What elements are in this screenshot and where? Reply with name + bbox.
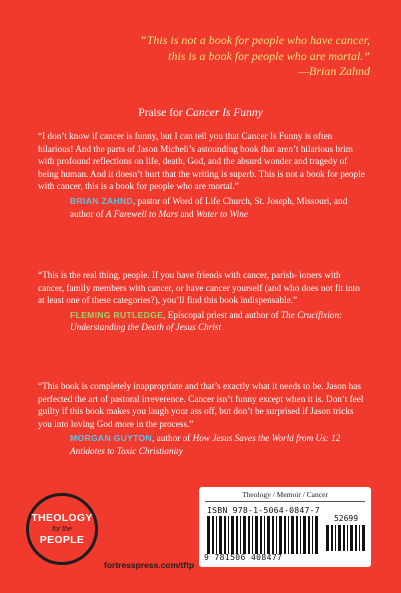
barcode-panel (199, 487, 371, 567)
barcode-bar (343, 525, 345, 551)
blurb-rutledge (38, 269, 368, 334)
blurb-author-role: , Episcopal priest and author of (163, 309, 281, 320)
barcode-bar (243, 516, 246, 554)
price-code: 52699 (333, 514, 359, 523)
barcode-bar (276, 516, 277, 554)
barcode-bar (312, 516, 313, 554)
blurb-attribution (70, 432, 368, 457)
barcode-bar (224, 516, 226, 554)
praise-heading (0, 107, 401, 119)
barcode-bar (331, 525, 333, 551)
barcode-bar (355, 525, 357, 551)
barcode-bar (335, 525, 336, 551)
barcode-bar (264, 516, 265, 554)
blurb-author-name: FLEMING RUTLEDGE (70, 309, 164, 320)
barcode-bar (347, 525, 348, 551)
blurb-work-title: The Crucifixion: Understanding the Death of Jesus Christ (70, 309, 343, 333)
barcode-bar (248, 516, 250, 554)
logo-line-2: for the (52, 525, 72, 533)
epigraph-line-1: “This is not a book for people who have cancer, (140, 33, 370, 47)
barcode-bar (212, 516, 214, 554)
blurb-work-title-2: Water to Wine (195, 208, 248, 219)
barcode-bar (326, 525, 329, 551)
barcode-bar (207, 516, 210, 554)
barcode-bar (362, 525, 365, 551)
blurb-and: and (178, 208, 196, 219)
blurb-quote: “I don’t know if cancer is funny, but I can tell you that Cancer Is Funny is often hilarious! And the parts of Jason Micheli’s astounding book that aren’t hilarious brim with profound reflections on life, death, God, and the absurd wonder and tragedy of being human. And it doesn’t hurt that the writing is superb. This is not a book for people with cancer, this is a book for people who are mortal.” (38, 131, 365, 192)
ean-barcode (207, 516, 322, 554)
blurb-quote: “This is the real thing, people. If you have friends with cancer, parish- ioners with cancer, family members with cancer, or have cancer yourself (and who does not fit into at least one of these categories?), you’ll find this book indispensable.” (38, 270, 360, 306)
barcode-bar (296, 516, 298, 554)
barcode-bar (359, 525, 360, 551)
barcode-bar (260, 516, 262, 554)
barcode-bar (300, 516, 301, 554)
isbn-text: ISBN 978-1-5064-0847-7 (207, 505, 320, 515)
barcode-bar (216, 516, 217, 554)
blurb-author-name: MORGAN GUYTON (70, 433, 153, 444)
barcode-bar (338, 525, 341, 551)
barcode-bar (288, 516, 289, 554)
barcode-bar (252, 516, 253, 554)
barcode-bar (315, 516, 318, 554)
blurb-attribution (70, 195, 368, 220)
epigraph-attribution: —Brian Zahnd (298, 64, 370, 78)
barcode-bar (240, 516, 241, 554)
barcode-bar (267, 516, 270, 554)
praise-prefix: Praise for (138, 107, 186, 119)
praise-title: Cancer Is Funny (185, 107, 263, 119)
logo-line-3: PEOPLE (39, 533, 85, 546)
barcode-bar (236, 516, 238, 554)
barcode-bar (219, 516, 222, 554)
theology-for-the-people-logo (26, 493, 98, 565)
barcode-bar (303, 516, 306, 554)
blurb-author-name: BRIAN ZAHND (70, 195, 133, 206)
barcode-bar (350, 525, 353, 551)
barcode-bar (284, 516, 286, 554)
barcode-bar (255, 516, 258, 554)
barcode-bar (272, 516, 274, 554)
publisher-website: fortresspress.com/tftp (104, 560, 195, 570)
barcode-bar (228, 516, 229, 554)
blurb-author-role: , author of (152, 433, 193, 444)
blurb-work-title: A Farewell to Mars (105, 208, 178, 219)
blurb-quote: “This book is completely inappropriate and that’s exactly what it needs to be. Jason has perfected the art of pastoral irreverence. Cancer isn’t funny except when it is. Don’t feel guilty if this book makes you laugh your ass off, but don’t be surprised if Jason tricks you into loving God more in the process.” (38, 381, 364, 429)
epigraph-line-2: this is a book for people who are mortal.” (168, 48, 370, 63)
blurb-author-role: , pastor of Word of Life Church, St. Joseph, Missouri, and author of (70, 195, 348, 219)
price-barcode (326, 525, 366, 561)
blurb-zahnd (38, 130, 368, 220)
barcode-bar (231, 516, 234, 554)
divider (205, 501, 365, 502)
category-label: Theology / Memoir / Cancer (242, 490, 328, 499)
epigraph (40, 33, 370, 80)
barcode-bar (279, 516, 282, 554)
blurb-attribution (70, 309, 368, 334)
barcode-bar (308, 516, 310, 554)
barcode-digits: 9 781506 408477 (204, 553, 283, 562)
blurb-guyton (38, 380, 368, 458)
barcode-bar (291, 516, 294, 554)
logo-line-1: THEOLOGY (31, 511, 93, 524)
blurb-work-title: How Jesus Saves the World from Us: 12 Antidotes to Toxic Christianity (70, 433, 341, 456)
